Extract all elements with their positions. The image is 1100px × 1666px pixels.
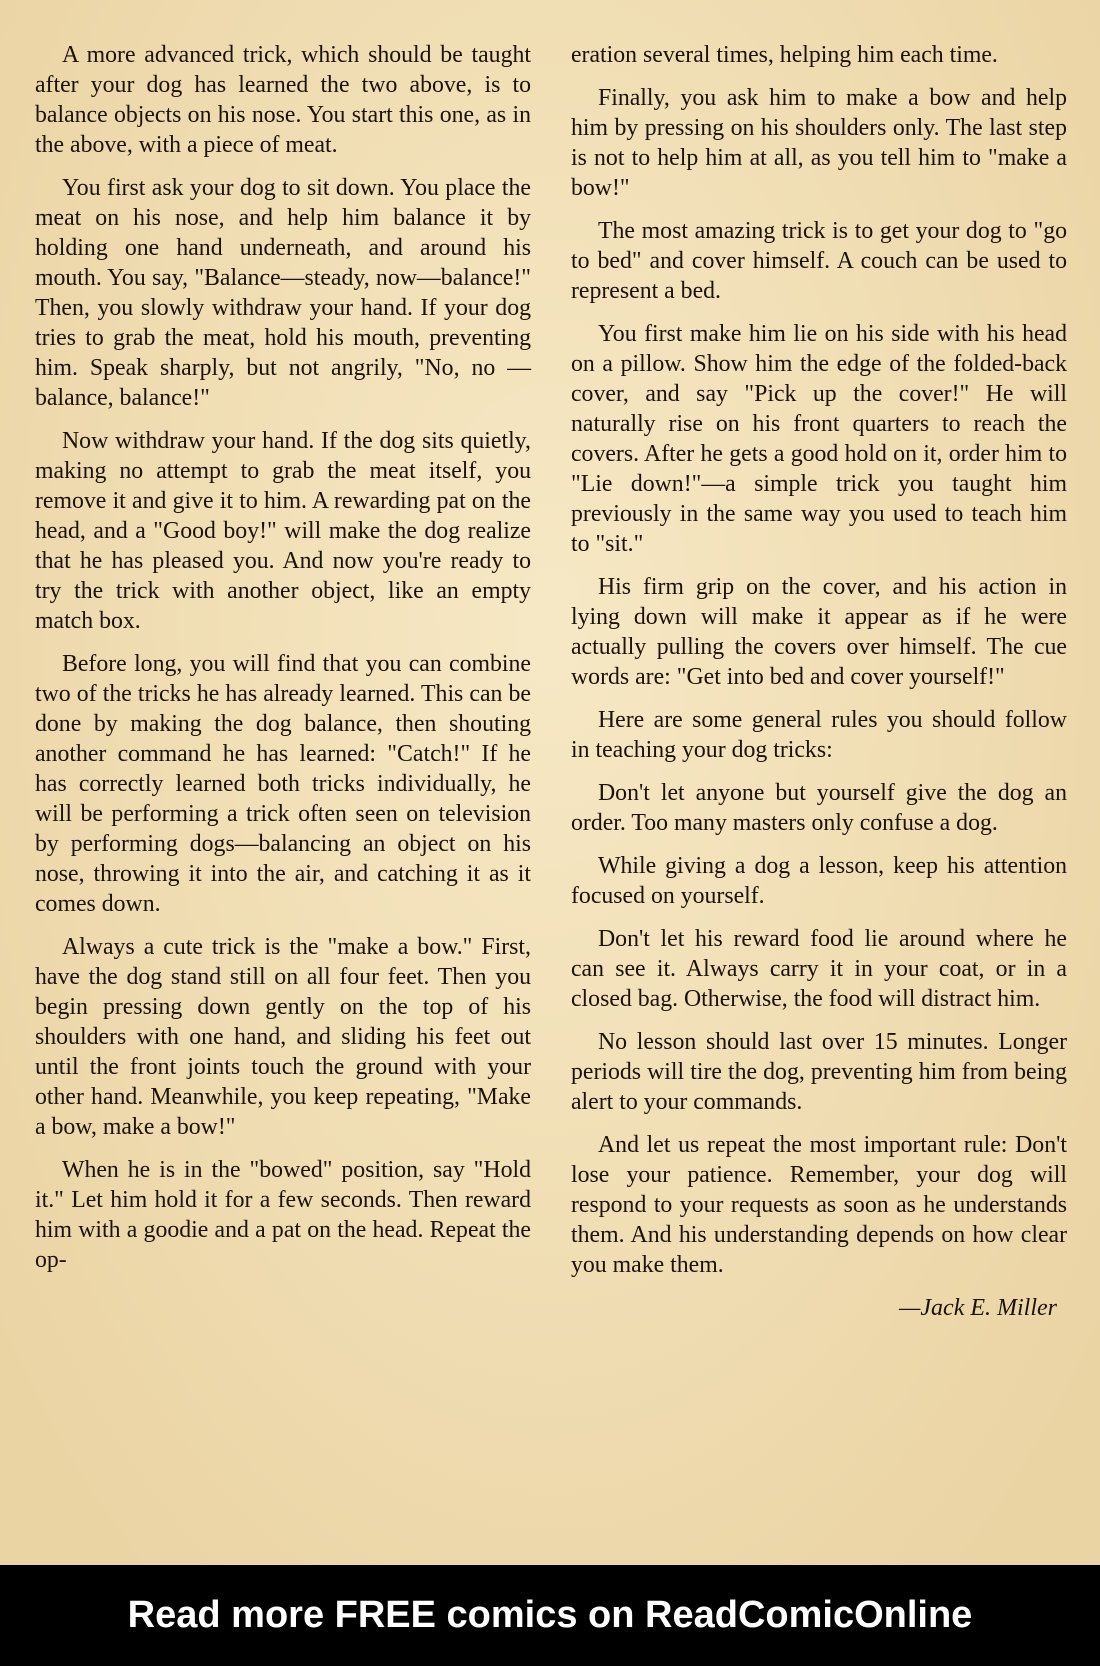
footer-banner-link[interactable]: Read more FREE comics on ReadComicOnline	[0, 1565, 1100, 1666]
right-column	[571, 40, 1067, 1323]
left-column	[35, 40, 531, 1288]
paragraph: You first ask your dog to sit down. You place the meat on his nose, and help him balance it by holding one hand underneath, and around his mouth. You say, "Balance—steady, now—balance!" Then, you slowly withdraw your hand. If your dog tries to grab the meat, hold his mouth, preventing him. Speak sharply, but not angrily, "No, no — balance, balance!"	[35, 175, 531, 411]
paragraph: When he is in the "bowed" position, say "Hold it." Let him hold it for a few seconds. Then reward him with a goodie and a pat on the head. Repeat the op-	[35, 1157, 531, 1273]
paragraph-continuation: eration several times, helping him each time.	[571, 42, 998, 68]
paragraph: A more advanced trick, which should be taught after your dog has learned the two above, is to balance objects on his nose. You start this one, as in the above, with a piece of meat.	[35, 42, 531, 158]
paragraph: Now withdraw your hand. If the dog sits quietly, making no attempt to grab the meat itself, you remove it and give it to him. A rewarding pat on the head, and a "Good boy!" will make the dog realize that he has pleased you. And now you're ready to try the trick with another object, like an empty match box.	[35, 428, 531, 634]
paragraph: The most amazing trick is to get your dog to "go to bed" and cover himself. A couch can be used to represent a bed.	[571, 218, 1067, 304]
paragraph: Always a cute trick is the "make a bow." First, have the dog stand still on all four feet. Then you begin pressing down gently on the top of his shoulders with one hand, and sliding his feet out until the front joints touch the ground with your other hand. Meanwhile, you keep repeating, "Make a bow, make a bow!"	[35, 934, 531, 1140]
paragraph: Here are some general rules you should follow in teaching your dog tricks:	[571, 707, 1067, 763]
author-signature: —Jack E. Miller	[899, 1295, 1057, 1321]
paragraph: And let us repeat the most important rule: Don't lose your patience. Remember, your dog will respond to your requests as soon as he understands them. And his understanding depends on how clear you make them.	[571, 1132, 1067, 1278]
paragraph: While giving a dog a lesson, keep his attention focused on yourself.	[571, 853, 1067, 909]
paragraph: Finally, you ask him to make a bow and help him by pressing on his shoulders only. The last step is not to help him at all, as you tell him to "make a bow!"	[571, 85, 1067, 201]
paragraph: Don't let his reward food lie around where he can see it. Always carry it in your coat, or in a closed bag. Otherwise, the food will distract him.	[571, 926, 1067, 1012]
paragraph: You first make him lie on his side with his head on a pillow. Show him the edge of the folded-back cover, and say "Pick up the cover!" He will naturally rise on his front quarters to reach the covers. After he gets a good hold on it, order him to "Lie down!"—a simple trick you taught him previously in the same way you used to teach him to "sit."	[571, 321, 1067, 557]
paragraph: No lesson should last over 15 minutes. Longer periods will tire the dog, preventing him from being alert to your commands.	[571, 1029, 1067, 1115]
paragraph: Don't let anyone but yourself give the dog an order. Too many masters only confuse a dog.	[571, 780, 1067, 836]
paragraph: His firm grip on the cover, and his action in lying down will make it appear as if he were actually pulling the covers over himself. The cue words are: "Get into bed and cover yourself!"	[571, 574, 1067, 690]
paragraph: Before long, you will find that you can combine two of the tricks he has already learned. This can be done by making the dog balance, then shouting another command he has learned: "Catch!" If he has correctly learned both tricks individually, he will be performing a trick often seen on television by performing dogs—balancing an object on his nose, throwing it into the air, and catching it as it comes down.	[35, 651, 531, 917]
